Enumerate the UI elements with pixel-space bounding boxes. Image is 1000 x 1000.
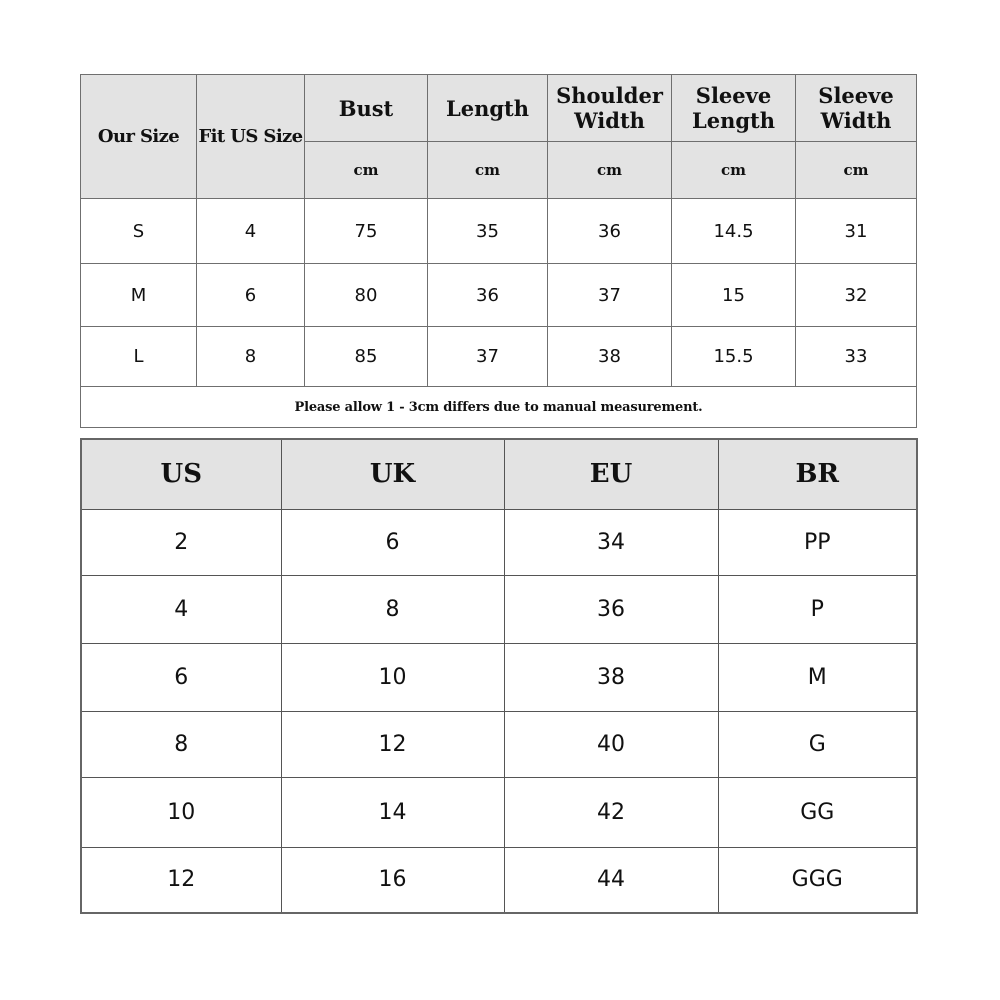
- cell-sleeve-width: 31: [796, 199, 917, 264]
- cell-br: P: [718, 575, 917, 643]
- cell-us: 4: [81, 575, 281, 643]
- cell-bust: 85: [305, 327, 428, 387]
- unit-sleeve-length: cm: [672, 142, 796, 199]
- cell-our-size: M: [81, 264, 197, 327]
- cell-our-size: S: [81, 199, 197, 264]
- cell-us: 8: [81, 711, 281, 777]
- header-eu: EU: [504, 439, 718, 509]
- cell-fit-us-size: 4: [197, 199, 305, 264]
- cell-us: 2: [81, 509, 281, 575]
- header-sleeve-width: Sleeve Width: [796, 75, 917, 142]
- cell-uk: 12: [281, 711, 504, 777]
- cell-us: 10: [81, 777, 281, 847]
- cell-eu: 38: [504, 643, 718, 711]
- cell-bust: 80: [305, 264, 428, 327]
- header-shoulder-width: Shoulder Width: [548, 75, 672, 142]
- cell-length: 37: [428, 327, 548, 387]
- cell-sleeve-length: 15: [672, 264, 796, 327]
- header-sleeve-length: Sleeve Length: [672, 75, 796, 142]
- conversion-row: [81, 509, 917, 575]
- cell-our-size: L: [81, 327, 197, 387]
- header-length: Length: [428, 75, 548, 142]
- size-chart-table: [80, 74, 917, 428]
- unit-shoulder-width: cm: [548, 142, 672, 199]
- header-uk: UK: [281, 439, 504, 509]
- cell-shoulder-width: 38: [548, 327, 672, 387]
- cell-uk: 16: [281, 847, 504, 913]
- cell-length: 35: [428, 199, 548, 264]
- cell-uk: 14: [281, 777, 504, 847]
- conversion-row: [81, 711, 917, 777]
- cell-br: PP: [718, 509, 917, 575]
- header-us: US: [81, 439, 281, 509]
- header-br: BR: [718, 439, 917, 509]
- cell-uk: 8: [281, 575, 504, 643]
- cell-shoulder-width: 37: [548, 264, 672, 327]
- unit-sleeve-width: cm: [796, 142, 917, 199]
- cell-br: GGG: [718, 847, 917, 913]
- unit-bust: cm: [305, 142, 428, 199]
- cell-eu: 42: [504, 777, 718, 847]
- conversion-row: [81, 847, 917, 913]
- cell-sleeve-length: 15.5: [672, 327, 796, 387]
- cell-br: M: [718, 643, 917, 711]
- cell-bust: 75: [305, 199, 428, 264]
- cell-br: G: [718, 711, 917, 777]
- size-row-m: [81, 264, 917, 327]
- cell-us: 12: [81, 847, 281, 913]
- cell-sleeve-width: 32: [796, 264, 917, 327]
- cell-eu: 40: [504, 711, 718, 777]
- header-our-size: Our Size: [81, 75, 197, 199]
- cell-fit-us-size: 8: [197, 327, 305, 387]
- size-row-l: [81, 327, 917, 387]
- cell-uk: 10: [281, 643, 504, 711]
- cell-uk: 6: [281, 509, 504, 575]
- cell-eu: 34: [504, 509, 718, 575]
- cell-fit-us-size: 6: [197, 264, 305, 327]
- measurement-note: Please allow 1 - 3cm differs due to manual measurement.: [81, 387, 917, 428]
- size-row-s: [81, 199, 917, 264]
- cell-us: 6: [81, 643, 281, 711]
- cell-br: GG: [718, 777, 917, 847]
- header-bust: Bust: [305, 75, 428, 142]
- unit-length: cm: [428, 142, 548, 199]
- conversion-row: [81, 643, 917, 711]
- cell-eu: 44: [504, 847, 718, 913]
- cell-shoulder-width: 36: [548, 199, 672, 264]
- header-fit-us-size: Fit US Size: [197, 75, 305, 199]
- cell-sleeve-length: 14.5: [672, 199, 796, 264]
- cell-length: 36: [428, 264, 548, 327]
- size-conversion-table: [80, 438, 918, 914]
- cell-eu: 36: [504, 575, 718, 643]
- conversion-row: [81, 777, 917, 847]
- conversion-row: [81, 575, 917, 643]
- cell-sleeve-width: 33: [796, 327, 917, 387]
